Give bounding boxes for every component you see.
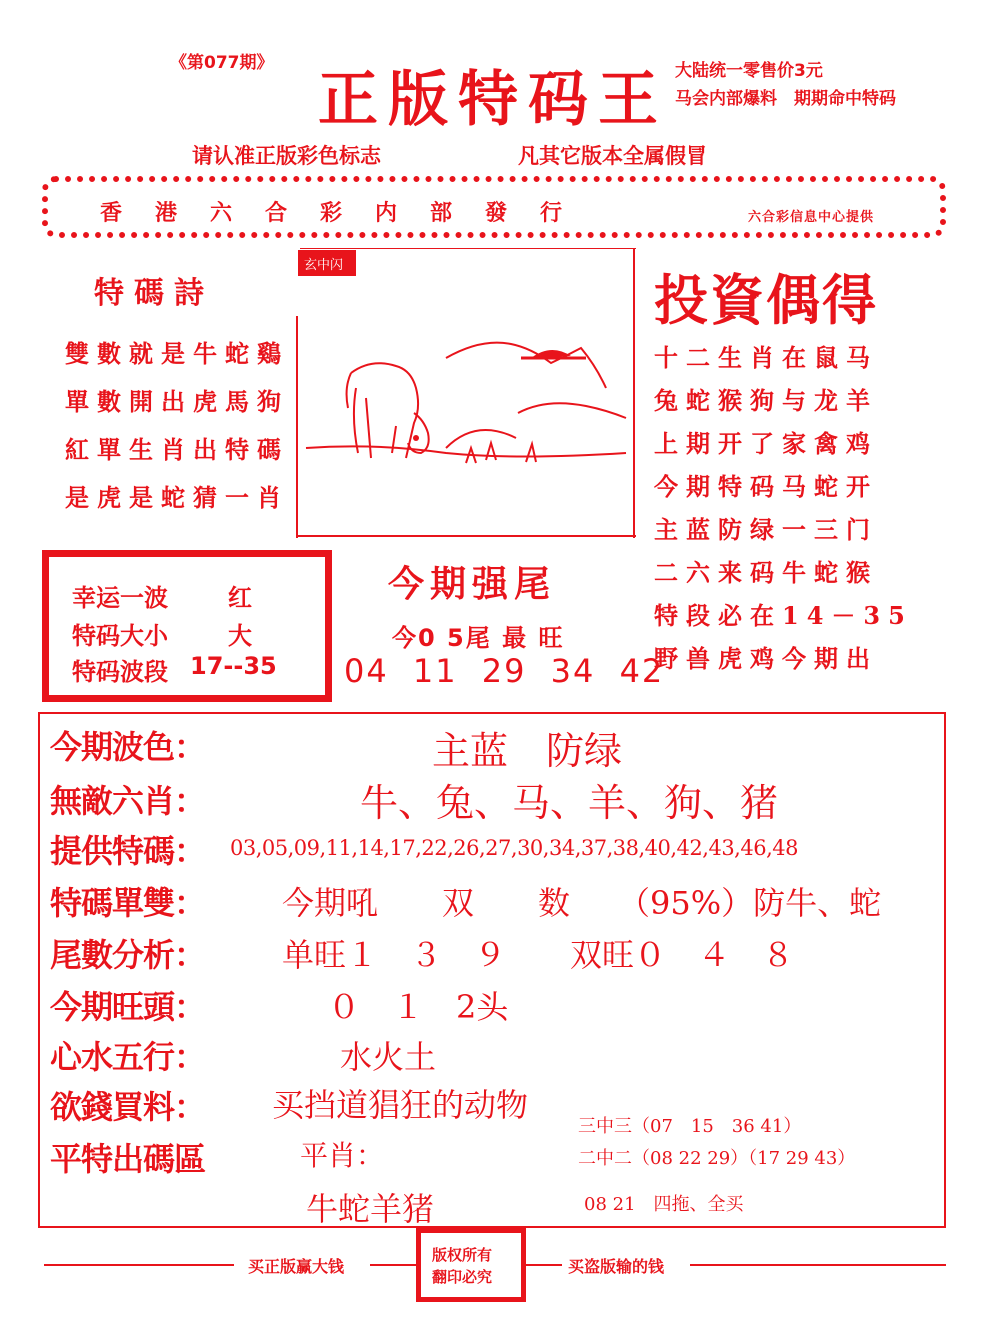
issue-number: 《第077期》 [170,53,274,73]
picture-stamp: 玄中闪 [304,258,344,273]
poem-line: 是虎是蛇猜一肖 [65,483,289,512]
invest-line: 兔蛇猴狗与龙羊 [654,386,878,415]
invest-line: 主蓝防绿一三门 [654,515,878,544]
element-value: 水火土 [340,1038,437,1076]
six-zodiac-label: 無敵六肖： [50,782,206,820]
three-in-three: 三中三（07 15 36 41） [578,1116,802,1137]
strong-tail-sub: 今0 5尾 最 旺 [392,624,565,652]
odd-even-value: 今期吼 双 数 （95%）防牛、蛇 [282,884,882,922]
strong-tail-numbers: 04 11 29 34 42 [344,652,665,690]
buy-value: 买挡道猖狂的动物 [272,1086,529,1124]
invest-line: 二六来码牛蛇猴 [654,558,878,587]
lucky-range-label: 特码波段 [72,658,168,686]
flat-sub: 平肖： [300,1139,385,1172]
drag-numbers: 08 21 四拖、全买 [584,1194,744,1215]
two-in-two: 二中二（08 22 29）（17 29 43） [578,1148,856,1169]
odd-even-label: 特碼單雙： [50,884,206,922]
footer-left-text: 买正版赢大钱 [248,1257,345,1276]
slogan-text: 马会内部爆料 期期命中特码 [675,89,896,109]
invest-line: 今期特码马蛇开 [654,472,878,501]
footer-line-mid-right [526,1264,562,1266]
footer-line-right [690,1264,946,1266]
footer-line-left [44,1264,234,1266]
head-value: ０ １ 2头 [328,988,509,1026]
lucky-size-value: 大 [228,622,252,650]
counterfeit-note: 凡其它版本全属假冒 [518,144,707,168]
price-text: 大陆统一零售价3元 [675,61,823,81]
banner-text: 香港六合彩内部發行 [100,200,596,226]
copyright-line-1: 版权所有 [432,1246,493,1264]
cow-sunrise-illustration [296,248,636,538]
color-label: 今期波色： [50,728,206,766]
lucky-wave-value: 红 [228,584,252,612]
lucky-size-label: 特码大小 [72,622,168,650]
codes-label: 提供特碼： [50,832,206,870]
footer-line-mid-left [370,1264,416,1266]
strong-tail-title: 今期强尾 [388,564,557,605]
lucky-wave-label: 幸运一波 [72,584,168,612]
footer-right-text: 买盗版输的钱 [568,1257,665,1276]
poem-line: 單數開出虎馬狗 [65,387,289,416]
color-value: 主蓝 防绿 [432,729,623,773]
copyright-line-2: 翻印必究 [432,1268,493,1286]
codes-value: 03,05,09,11,14,17,22,26,27,30,34,37,38,40,42,43,46,48 [230,836,798,860]
banner-sub: 六合彩信息中心提供 [748,210,875,225]
lucky-range-value: 17--35 [190,652,277,680]
invest-title: 投資偶得 [654,269,878,332]
poem-line: 雙數就是牛蛇鷄 [65,339,289,368]
page-title: 正版特码王 [318,65,668,135]
poem-title: 特碼詩 [94,276,214,311]
tail-analysis-value: 单旺１ ３ ９ 双旺０ ４ ８ [282,936,795,974]
head-label: 今期旺頭： [50,988,206,1026]
tail-analysis-label: 尾數分析： [50,936,206,974]
invest-line: 野兽虎鸡今期出 [654,644,878,673]
buy-label: 欲錢買料： [50,1088,206,1126]
authentic-note: 请认准正版彩色标志 [192,144,381,168]
invest-line: 上期开了家禽鸡 [654,429,878,458]
invest-line: 特段必在14－35 [654,601,913,630]
element-label: 心水五行： [50,1038,206,1076]
six-zodiac-value: 牛、兔、马、羊、狗、猪 [360,781,779,825]
flat-label: 平特出碼區 [50,1140,206,1178]
invest-line: 十二生肖在鼠马 [654,343,878,372]
poem-line: 紅單生肖出特碼 [65,435,289,464]
flat-value: 牛蛇羊猪 [306,1190,435,1228]
copyright-box [416,1228,526,1302]
